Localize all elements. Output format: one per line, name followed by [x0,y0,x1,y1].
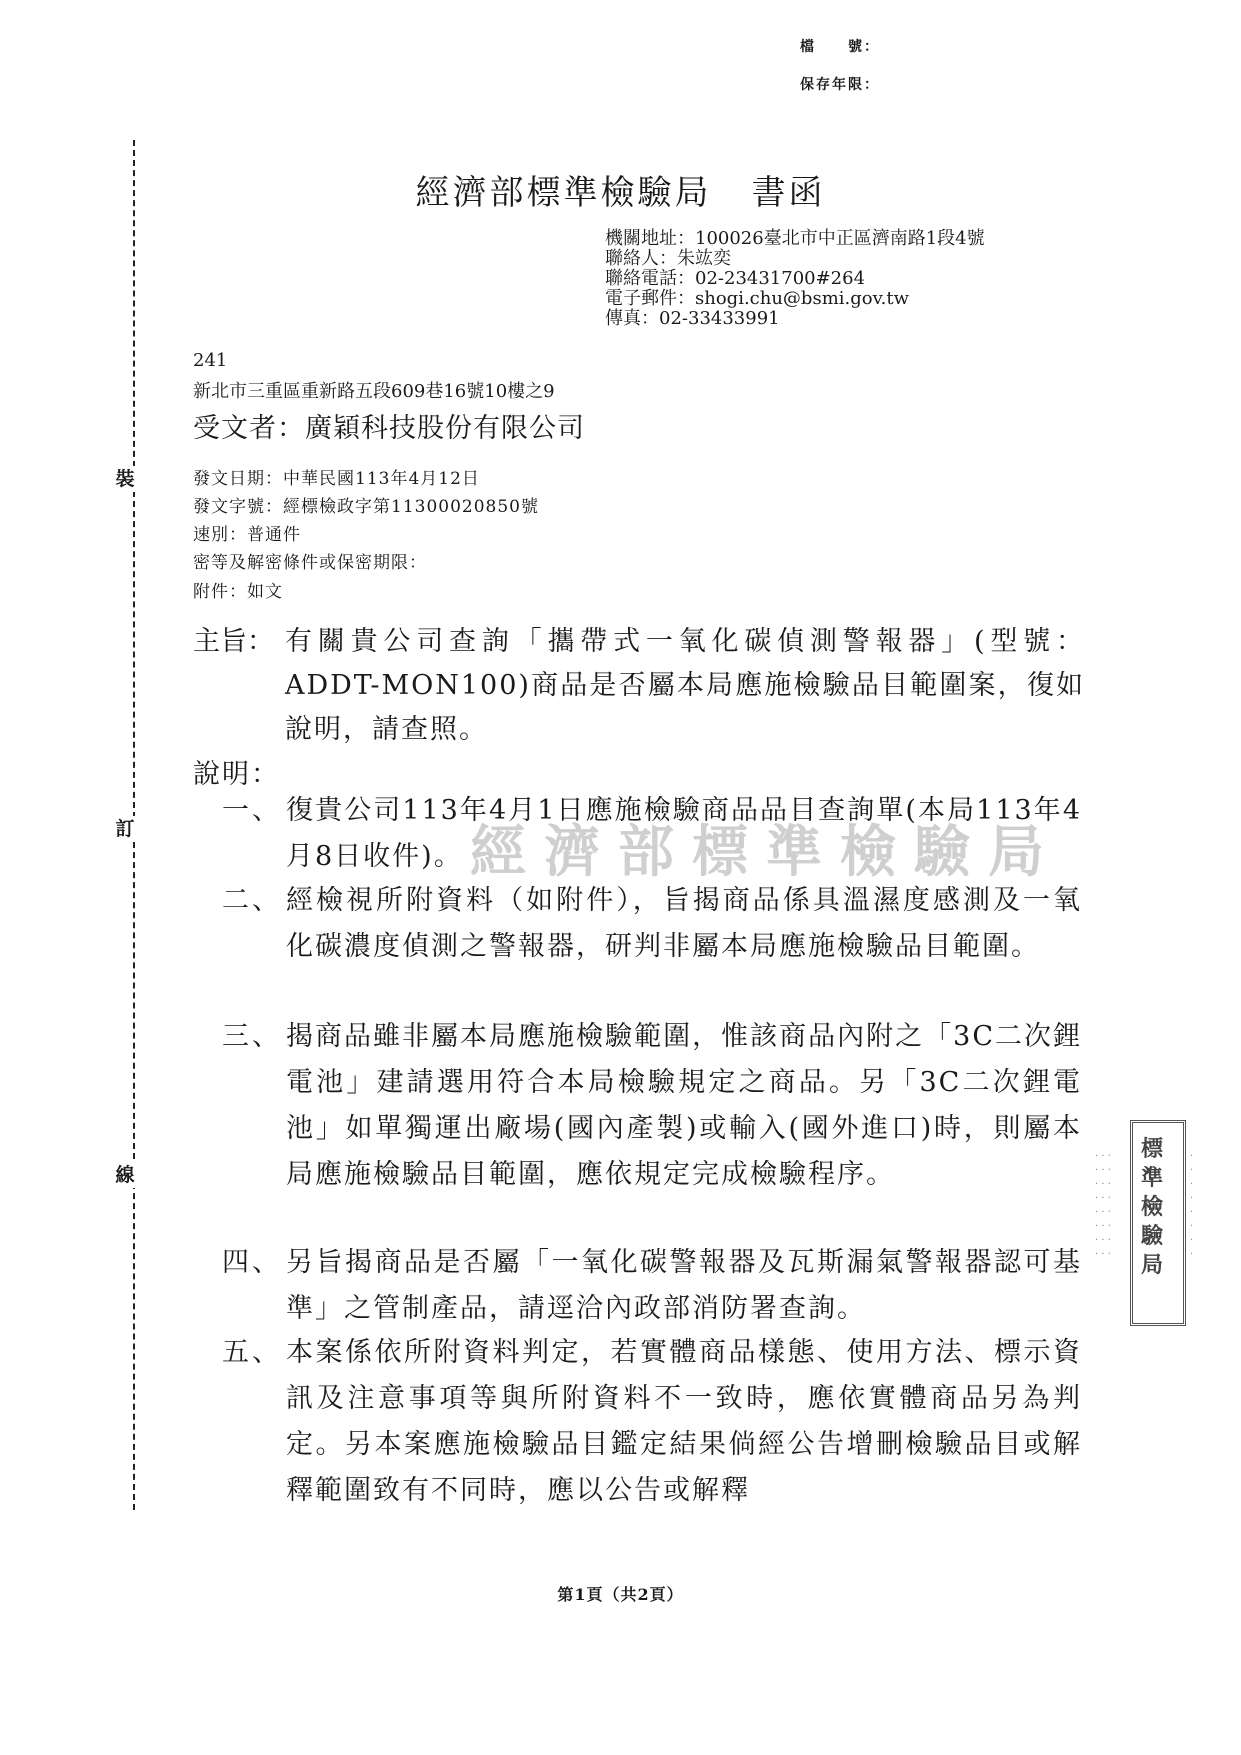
retention-period-label: 保存年限： [800,77,880,93]
subject-label: 主旨： [193,626,274,657]
item-number: 三、 [222,1021,282,1052]
item-text: 另旨揭商品是否屬「一氧化碳警報器及瓦斯漏氣警報器認可基準」之管制產品，請逕洽內政部消防署查詢。 [286,1247,1082,1324]
item-text: 經檢視所附資料（如附件），旨揭商品係具溫濕度感測及一氧化碳濃度偵測之警報器，研判非屬本局應施檢驗品目範圍。 [286,885,1082,962]
issue-date: 發文日期：中華民國113年4月12日 [193,469,480,489]
description-label: 說明： [193,759,280,790]
item-text: 復貴公司113年4月1日應施檢驗商品品目查詢單(本局113年4月8日收件)。 [286,795,1082,872]
subject-text: 有關貴公司查詢「攜帶式一氧化碳偵測警報器」(型號：ADDT-MON100)商品是否屬本局應施檢驗品目範圍案，復如說明，請查照。 [285,626,1085,745]
binding-char-xian: 線 [112,1162,138,1188]
contact-phone: 聯絡電話：02-23431700#264 [605,268,866,289]
binding-char-zhuang: 裝 [112,466,138,492]
contact-fax: 傳真：02-33433991 [605,308,780,329]
delivery-speed: 速別：普通件 [193,525,301,545]
page-number: 第1頁（共2頁） [557,1585,684,1604]
agency-name: 經濟部標準檢驗局 [415,173,712,213]
item-number: 四、 [222,1247,282,1278]
file-number-label: 檔 號： [800,39,880,55]
item-number: 二、 [222,885,282,916]
recipient-address: 新北市三重區重新路五段609巷16號10樓之9 [193,381,555,402]
binding-char-ding: 訂 [112,816,138,842]
recipient-name: 受文者：廣穎科技股份有限公司 [193,413,585,444]
attachment-note: 附件：如文 [193,582,283,602]
contact-block [605,229,985,329]
recipient-postal-code: 241 [193,350,228,371]
side-seal-text: 標準檢驗局 [1141,1136,1164,1278]
side-seal-stamp [1130,1120,1186,1326]
item-number: 一、 [222,795,282,826]
stamp-dots-left: · · · · · · · · · · · · · · · · · · · · · · · · [1095,1151,1111,1260]
reference-number: 發文字號：經標檢政字第11300020850號 [193,497,539,517]
stamp-dots-right: · · · · · · · · [1190,1151,1194,1260]
secrecy-level: 密等及解密條件或保密期限： [193,553,427,573]
document-title [0,165,1241,214]
agency-address: 機關地址：100026臺北市中正區濟南路1段4號 [605,228,985,249]
item-text: 本案係依所附資料判定，若實體商品樣態、使用方法、標示資訊及注意事項等與所附資料不一致時，應依實體商品另為判定。另本案應施檢驗品目鑑定結果倘經公告增刪檢驗品目或解釋範圍致有不同時，應以公告或解釋 [286,1337,1082,1506]
item-number: 五、 [222,1337,282,1368]
document-type: 書函 [751,173,826,213]
faint-seal-stamp: 經濟部標準檢驗局 [470,819,1062,885]
item-text: 揭商品雖非屬本局應施檢驗範圍，惟該商品內附之「3C二次鋰電池」建請選用符合本局檢驗規定之商品。另「3C二次鋰電池」如單獨運出廠場(國內產製)或輸入(國外進口)時，則屬本局應施檢驗品目範圍，應依規定完成檢驗程序。 [286,1021,1082,1190]
contact-person: 聯絡人：朱竑奕 [605,248,731,269]
contact-email: 電子郵件：shogi.chu@bsmi.gov.tw [605,288,909,309]
